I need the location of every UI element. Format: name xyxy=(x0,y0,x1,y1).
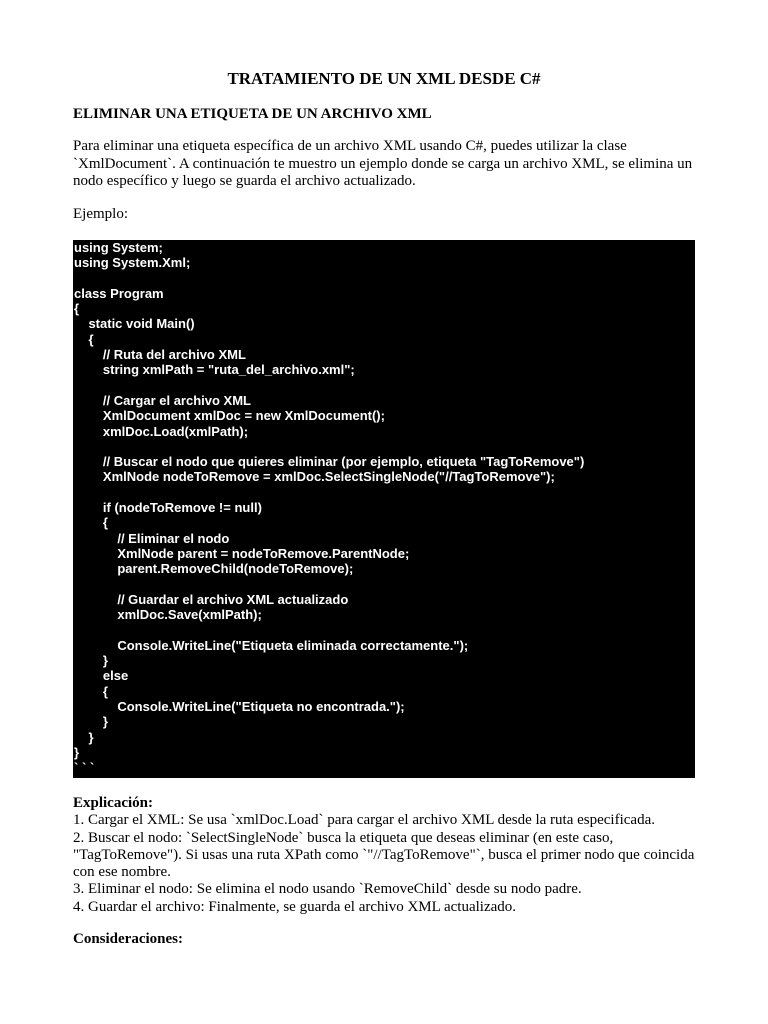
code-line: ` ` ` xyxy=(74,760,95,776)
code-line: xmlDoc.Save(xmlPath); xyxy=(74,607,262,623)
code-line: string xmlPath = "ruta_del_archivo.xml"; xyxy=(74,362,355,378)
code-line: XmlDocument xmlDoc = new XmlDocument(); xyxy=(74,408,385,424)
code-line: if (nodeToRemove != null) xyxy=(74,500,262,516)
code-line: } xyxy=(74,653,108,669)
code-line: // Buscar el nodo que quieres eliminar (por ejemplo, etiqueta "TagToRemove") xyxy=(74,454,585,470)
code-line xyxy=(74,622,695,637)
code-line xyxy=(74,439,695,454)
code-line: XmlNode nodeToRemove = xmlDoc.SelectSingleNode("//TagToRemove"); xyxy=(74,469,555,485)
code-line: { xyxy=(74,331,94,347)
intro-paragraph: Para eliminar una etiqueta específica de un archivo XML usando C#, puedes utilizar la clase `XmlDocument`. A continuación te muestro un ejemplo donde se carga un archivo XML, se elimina un nodo específico y luego se guarda el archivo actualizado. xyxy=(73,138,693,189)
code-line: else xyxy=(74,668,129,684)
explanation-item: 4. Guardar el archivo: Finalmente, se guarda el archivo XML actualizado. xyxy=(73,898,517,915)
explanation-section xyxy=(73,795,695,916)
explanation-item: 1. Cargar el XML: Se usa `xmlDoc.Load` para cargar el archivo XML desde la ruta especificada. xyxy=(73,812,655,829)
code-line: } xyxy=(74,714,108,730)
code-line: // Guardar el archivo XML actualizado xyxy=(74,591,349,607)
code-block xyxy=(73,240,695,778)
considerations-heading: Consideraciones: xyxy=(73,931,183,947)
code-line: static void Main() xyxy=(74,316,195,332)
document-title: TRATAMIENTO DE UN XML DESDE C# xyxy=(227,69,541,88)
code-line: } xyxy=(74,744,80,760)
code-line xyxy=(74,378,695,393)
code-line xyxy=(74,577,695,592)
code-line: // Ruta del archivo XML xyxy=(74,347,246,363)
code-line: // Cargar el archivo XML xyxy=(74,392,251,408)
code-line: { xyxy=(74,301,80,317)
code-line xyxy=(74,485,695,500)
example-label: Ejemplo: xyxy=(73,206,128,222)
code-line: } xyxy=(74,729,94,745)
code-line: { xyxy=(74,683,108,699)
code-line: xmlDoc.Load(xmlPath); xyxy=(74,423,249,439)
explanation-heading: Explicación: xyxy=(73,795,154,811)
code-line xyxy=(74,271,695,286)
explanation-item: 3. Eliminar el nodo: Se elimina el nodo usando `RemoveChild` desde su nodo padre. xyxy=(73,881,582,898)
code-line: Console.WriteLine("Etiqueta no encontrada."); xyxy=(74,698,405,714)
code-line: { xyxy=(74,515,108,531)
code-line: // Eliminar el nodo xyxy=(74,530,230,546)
section-heading: ELIMINAR UNA ETIQUETA DE UN ARCHIVO XML xyxy=(73,106,432,122)
code-line: parent.RemoveChild(nodeToRemove); xyxy=(74,561,354,577)
code-line: Console.WriteLine("Etiqueta eliminada correctamente."); xyxy=(74,637,469,653)
code-line: using System; xyxy=(74,240,163,255)
code-line: XmlNode parent = nodeToRemove.ParentNode; xyxy=(74,545,410,561)
explanation-item: 2. Buscar el nodo: `SelectSingleNode` busca la etiqueta que deseas eliminar (en este caso, "TagToRemove"). Si usas una ruta XPath como `"//TagToRemove"`, busca el primer nodo que coincida con ese nombre. xyxy=(73,829,695,881)
code-line: class Program xyxy=(74,285,164,301)
code-line: using System.Xml; xyxy=(74,255,191,271)
